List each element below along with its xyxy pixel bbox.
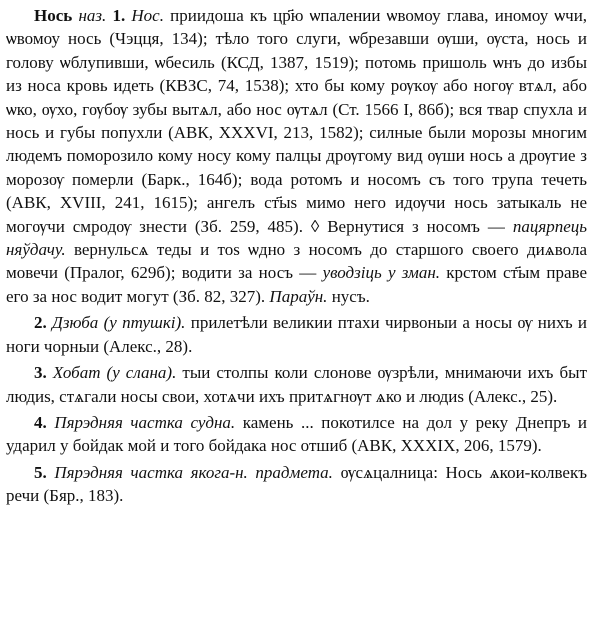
sense-text: прилетѣли великии птахи чирвоныи а носы ѹ нихъ и ноги чорныи (Алекс., 28). bbox=[6, 313, 587, 356]
sense-text: вернульсѧ теды и тоѕ ѡдно з носомъ до старшого своего диѧвола мовечи (Пралог, 629б); bbox=[6, 240, 587, 283]
sense-5-paragraph bbox=[6, 461, 587, 508]
sense-number: 4. bbox=[34, 412, 47, 432]
sense-gloss: Пярэдняя частка якога-н. прадмета. bbox=[54, 462, 333, 482]
sense-text: приидоша къ цр҃ю ѡпалении ѡвомоу глава, иномоу ѡчи, ѡвомоу нось (Чэцця, 134); тѣло того слуги, ѡбрезавши ѹши, ѹста, нось и голову ѡблупивши, ѡбесиль (КСД, 1387, 1519); потомь пришоль ѡнъ до избы из носа кровь идеть (КВЗС, 74, 1538); хто бы кому рѹкѹ або ногѹ втѧл, або ѡко, ѹхо, гѹбѹ зубы вытѧл, або нос ѹтѧл (Ст. 1566 І, 86б); вся твар спухла и нось и губы попухли (АВК, XXXVI, 213, 1582); силные были морозы многим людемъ поморозило кому носу кому палцы дрѹгому вид ѹши нось а дрѹгие з морозѹ померли (Барк., 164б); вода ротомъ и носомъ съ того трупа течеть (АВК, XVIII, 241, 1615); ангелъ ст҃ыѕ мимо него идѹчи нось затыкаль не могѹчи смродѹ знести (Зб. 259, 485). ◊ Вернутися з носомъ — bbox=[6, 6, 588, 236]
sense-number: 1. bbox=[112, 6, 126, 25]
sense-number: 3. bbox=[34, 363, 47, 383]
sense-text: крстом ст҃ым праве его за нос водит могут (Зб. 82, 327). bbox=[6, 263, 588, 306]
cross-reference-target: нусъ. bbox=[331, 286, 370, 306]
cross-reference-label: Параўн. bbox=[269, 286, 328, 306]
sense-4-paragraph bbox=[6, 411, 587, 458]
sense-gloss: Пярэдняя частка судна. bbox=[54, 412, 236, 432]
sense-gloss: Нос. bbox=[131, 6, 164, 25]
idiom-meaning: уводзіць у зман. bbox=[322, 263, 441, 283]
sense-text: ѹсѧцалница: Нось ѧкои-колвекъ речи (Бяр., 183). bbox=[6, 462, 588, 506]
sense-2-paragraph bbox=[6, 311, 587, 358]
part-of-speech: наз. bbox=[78, 6, 107, 25]
sense-text: тыи столпы коли слонове ѹзрѣли, мнимаючи ихъ быт людиѕ, стѧгали носы свои, хотѧчи ихъ притѧгнѹт ѧко и людиѕ (Алекс., 25). bbox=[6, 363, 588, 406]
sense-gloss: Хобат (у слана). bbox=[52, 363, 177, 383]
sense-number: 2. bbox=[34, 313, 47, 333]
sense-1-paragraph bbox=[6, 4, 587, 308]
sense-number: 5. bbox=[34, 462, 47, 482]
idiom-meaning: пацярпець няўдачу. bbox=[6, 216, 588, 260]
headword: Нось bbox=[34, 6, 73, 25]
sense-gloss: Дзюба (у птушкі). bbox=[52, 313, 186, 333]
sense-3-paragraph bbox=[6, 361, 587, 408]
sense-text: камень ... покотилсе на дол у реку Днепръ и ударил у бойдак мой и того бойдака нос отшиб (АВК, XXXIX, 206, 1579). bbox=[6, 412, 588, 456]
idiom-headphrase: водити за носъ — bbox=[181, 263, 317, 283]
